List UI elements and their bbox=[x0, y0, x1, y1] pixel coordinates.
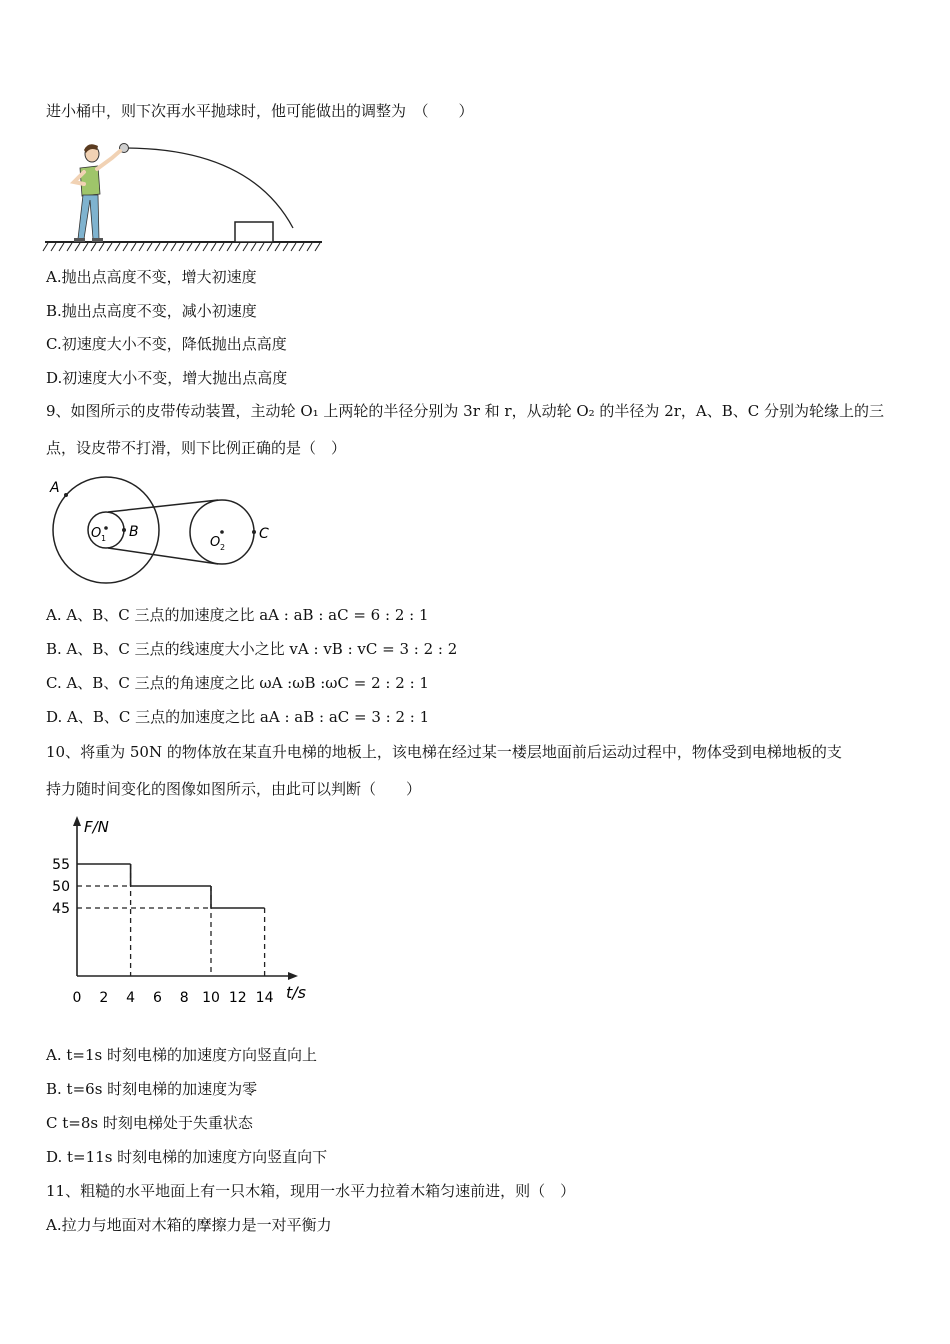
q9-stem-line2: 点，设皮带不打滑，则下比例正确的是（ ） bbox=[46, 439, 347, 457]
label-a: A bbox=[50, 480, 60, 496]
x-axis-arrow bbox=[288, 972, 298, 980]
q10-stem-line2: 持力随时间变化的图像如图所示，由此可以判断（ ） bbox=[46, 780, 422, 798]
x-tick-label: 8 bbox=[179, 990, 189, 1006]
q8-option-c: C.初速度大小不变，降低抛出点高度 bbox=[46, 335, 287, 353]
throw-figure bbox=[40, 138, 330, 258]
q10-option-c: C t=8s 时刻电梯处于失重状态 bbox=[46, 1114, 253, 1132]
x-tick-label: 0 bbox=[72, 990, 82, 1006]
big-wheel bbox=[53, 477, 159, 583]
q8-option-a: A.抛出点高度不变，增大初速度 bbox=[46, 268, 257, 286]
y-tick-label: 50 bbox=[52, 879, 70, 895]
x-tick-label: 14 bbox=[255, 990, 274, 1006]
q9-option-a: A. A、B、C 三点的加速度之比 aA : aB : aC = 6 : 2 : 1 bbox=[46, 606, 429, 624]
q11-option-a: A.拉力与地面对木箱的摩擦力是一对平衡力 bbox=[46, 1216, 332, 1234]
y-tick-label: 55 bbox=[52, 857, 70, 873]
q8-option-b: B.抛出点高度不变，减小初速度 bbox=[46, 302, 257, 320]
q10-option-a: A. t=1s 时刻电梯的加速度方向竖直向上 bbox=[46, 1046, 317, 1064]
label-b: B bbox=[129, 524, 139, 540]
label-c: C bbox=[259, 526, 269, 542]
x-tick-label: 6 bbox=[152, 990, 162, 1006]
x-tick-label: 12 bbox=[228, 990, 247, 1006]
belt-pulley-figure bbox=[40, 470, 280, 588]
y-axis-arrow bbox=[73, 816, 81, 826]
label-o2-sub: 2 bbox=[220, 543, 226, 552]
q10-option-b: B. t=6s 时刻电梯的加速度为零 bbox=[46, 1080, 258, 1098]
label-o1: O bbox=[91, 526, 102, 541]
q9-option-c: C. A、B、C 三点的角速度之比 ωA :ωB :ωC = 2 : 2 : 1 bbox=[46, 674, 429, 692]
q8-stem: 进小桶中，则下次再水平抛球时，他可能做出的调整为 （ ） bbox=[46, 102, 474, 120]
q8-option-d: D.初速度大小不变，增大抛出点高度 bbox=[46, 369, 288, 387]
q9-stem-line1: 9、如图所示的皮带传动装置，主动轮 O₁ 上两轮的半径分别为 3r 和 r，从动轮 O₂ 的半径为 2r，A、B、C 分别为轮缘上的三 bbox=[46, 402, 885, 420]
q10-stem-line1: 10、将重为 50N 的物体放在某直升电梯的地板上，该电梯在经过某一楼层地面前后运动过程中，物体受到电梯地板的支 bbox=[46, 743, 842, 761]
y-tick-label: 45 bbox=[52, 901, 70, 917]
q10-option-d: D. t=11s 时刻电梯的加速度方向竖直向下 bbox=[46, 1148, 328, 1166]
force-time-chart bbox=[40, 812, 330, 1012]
x-tick-label: 4 bbox=[126, 990, 136, 1006]
x-axis-label: t/s bbox=[286, 983, 306, 1002]
boy-icon bbox=[74, 144, 120, 242]
q11-stem: 11、粗糙的水平地面上有一只木箱，现用一水平力拉着木箱匀速前进，则（ ） bbox=[46, 1182, 576, 1200]
q9-option-d: D. A、B、C 三点的加速度之比 aA : aB : aC = 3 : 2 : 1 bbox=[46, 708, 430, 726]
y-axis-label: F/N bbox=[84, 818, 109, 836]
label-o2: O bbox=[210, 535, 221, 550]
x-tick-label: 2 bbox=[99, 990, 109, 1006]
q9-option-b: B. A、B、C 三点的线速度大小之比 vA : vB : vC = 3 : 2 : 2 bbox=[46, 640, 458, 658]
x-tick-label: 10 bbox=[202, 990, 220, 1006]
label-o1-sub: 1 bbox=[101, 534, 107, 543]
belt-top bbox=[108, 500, 218, 512]
